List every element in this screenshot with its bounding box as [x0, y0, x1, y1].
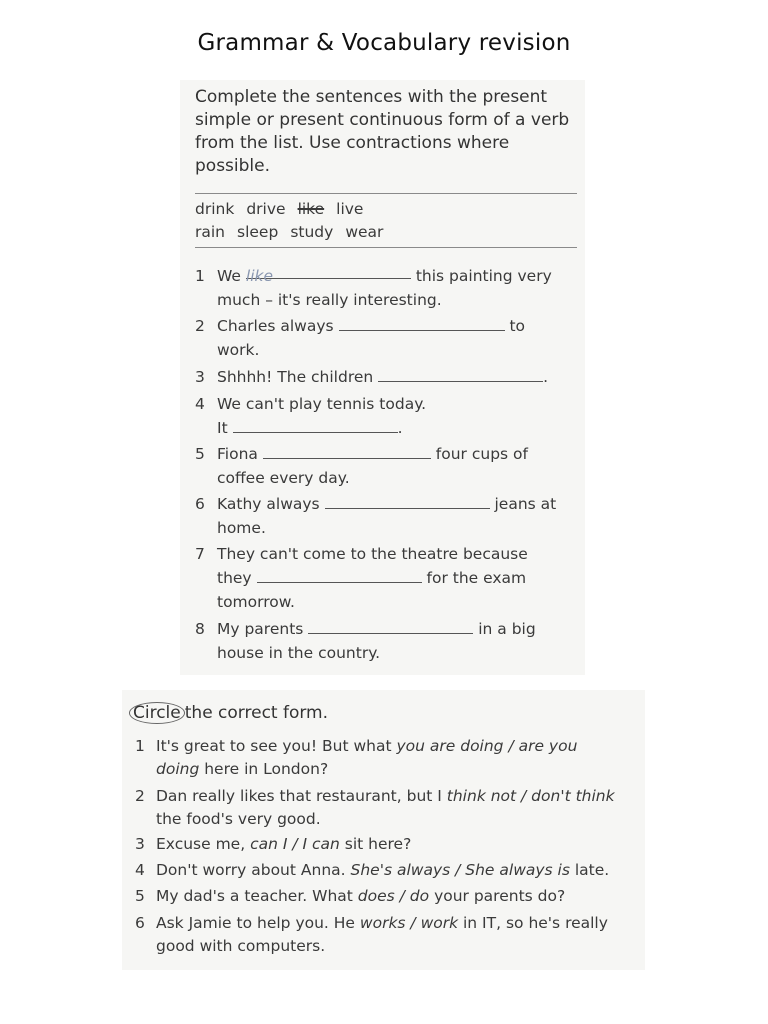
item-text: It — [217, 419, 228, 437]
item-text: house in the country. — [217, 644, 381, 662]
item-text: they — [217, 569, 252, 587]
item-text: Dan really likes that restaurant, but I — [156, 787, 447, 805]
answer-options[interactable]: She's always / She always is — [350, 861, 570, 879]
item-number: 4 — [195, 395, 205, 413]
item-text: good with computers. — [156, 937, 326, 955]
word-list-row2 — [195, 223, 395, 241]
item-number: 1 — [135, 737, 145, 755]
instruction-text: the correct form. — [184, 703, 329, 723]
answer-options-continued[interactable]: doing — [156, 760, 200, 778]
exercise1-item — [195, 365, 575, 389]
exercise2-item — [135, 885, 635, 908]
answer-blank[interactable] — [378, 367, 543, 382]
item-text: We — [217, 267, 241, 285]
answer-blank[interactable] — [325, 494, 490, 509]
item-number: 2 — [195, 317, 205, 335]
item-text: It's great to see you! But what — [156, 737, 397, 755]
item-number: 2 — [135, 787, 145, 805]
item-text: Don't worry about Anna. — [156, 861, 351, 879]
answer-options[interactable]: works / work — [359, 914, 459, 932]
item-text: coffee every day. — [217, 469, 350, 487]
answer-blank[interactable] — [257, 568, 422, 583]
item-text: sit here? — [339, 835, 412, 853]
item-text: in a big — [478, 620, 536, 638]
item-text: jeans at — [494, 495, 557, 513]
word: rain — [195, 223, 226, 241]
circled-word: Circle — [129, 702, 185, 724]
exercise1-item — [195, 442, 575, 490]
exercise1-item — [195, 617, 575, 665]
answer-options[interactable]: you are doing / are you — [396, 737, 578, 755]
word: drink — [195, 200, 235, 218]
item-text: the food's very good. — [156, 810, 321, 828]
item-text: Kathy always — [217, 495, 320, 513]
item-number: 3 — [195, 368, 205, 386]
item-text: tomorrow. — [217, 593, 295, 611]
item-number: 3 — [135, 835, 145, 853]
item-text: four cups of — [435, 445, 528, 463]
answer-blank[interactable] — [245, 264, 411, 285]
exercise1-instruction: Complete the sentences with the present simple or present continuous form of a verb from the list. Use contractions where possible. — [195, 87, 570, 176]
answer-options[interactable]: think not / don't think — [446, 787, 615, 805]
item-text: Fiona — [217, 445, 258, 463]
exercise2-item — [135, 735, 635, 781]
item-text: We can't play tennis today. — [217, 395, 427, 413]
word: wear — [345, 223, 384, 241]
item-text: . — [397, 419, 403, 437]
item-text: My parents — [217, 620, 304, 638]
exercise2-instruction — [133, 702, 328, 724]
word-box-top-rule — [195, 193, 577, 194]
word: drive — [246, 200, 286, 218]
item-text: this painting very — [415, 267, 552, 285]
exercise2-item — [135, 912, 635, 958]
answer-options[interactable]: can I / I can — [250, 835, 340, 853]
item-text: Ask Jamie to help you. He — [156, 914, 360, 932]
item-text: Excuse me, — [156, 835, 251, 853]
item-text: in IT, so he's really — [458, 914, 608, 932]
example-answer: like — [245, 267, 274, 285]
item-text: much – it's really interesting. — [217, 291, 442, 309]
item-text: Charles always — [217, 317, 334, 335]
word-box-bottom-rule — [195, 247, 577, 248]
item-text: your parents do? — [429, 887, 566, 905]
item-text: Shhhh! The children — [217, 368, 374, 386]
exercise2-item — [135, 859, 635, 882]
exercise1-item — [195, 392, 575, 440]
item-text: to — [509, 317, 526, 335]
answer-blank[interactable] — [233, 418, 398, 433]
exercise1-item — [195, 492, 575, 540]
item-number: 7 — [195, 545, 205, 563]
word-list-row1 — [195, 200, 375, 218]
word-crossed-out: like — [297, 200, 325, 218]
item-number: 5 — [135, 887, 145, 905]
exercise1-item — [195, 542, 575, 614]
word: sleep — [237, 223, 279, 241]
item-text: They can't come to the theatre because — [217, 545, 528, 563]
item-text: work. — [217, 341, 260, 359]
exercise1-item — [195, 314, 575, 362]
answer-blank[interactable] — [263, 444, 431, 459]
item-text: for the exam — [426, 569, 527, 587]
item-text: . — [543, 368, 549, 386]
exercise1-item — [195, 264, 575, 312]
page-title: Grammar & Vocabulary revision — [197, 30, 571, 56]
item-number: 6 — [135, 914, 145, 932]
item-text: late. — [569, 861, 610, 879]
answer-blank[interactable] — [308, 619, 473, 634]
item-number: 5 — [195, 445, 205, 463]
word: live — [336, 200, 364, 218]
item-number: 6 — [195, 495, 205, 513]
answer-options[interactable]: does / do — [357, 887, 430, 905]
answer-blank[interactable] — [339, 316, 505, 331]
item-number: 4 — [135, 861, 145, 879]
exercise2-item — [135, 833, 635, 856]
word: study — [290, 223, 334, 241]
item-text: here in London? — [199, 760, 329, 778]
item-number: 8 — [195, 620, 205, 638]
exercise2-item — [135, 785, 635, 831]
item-number: 1 — [195, 267, 205, 285]
item-text: My dad's a teacher. What — [156, 887, 358, 905]
item-text: home. — [217, 519, 266, 537]
